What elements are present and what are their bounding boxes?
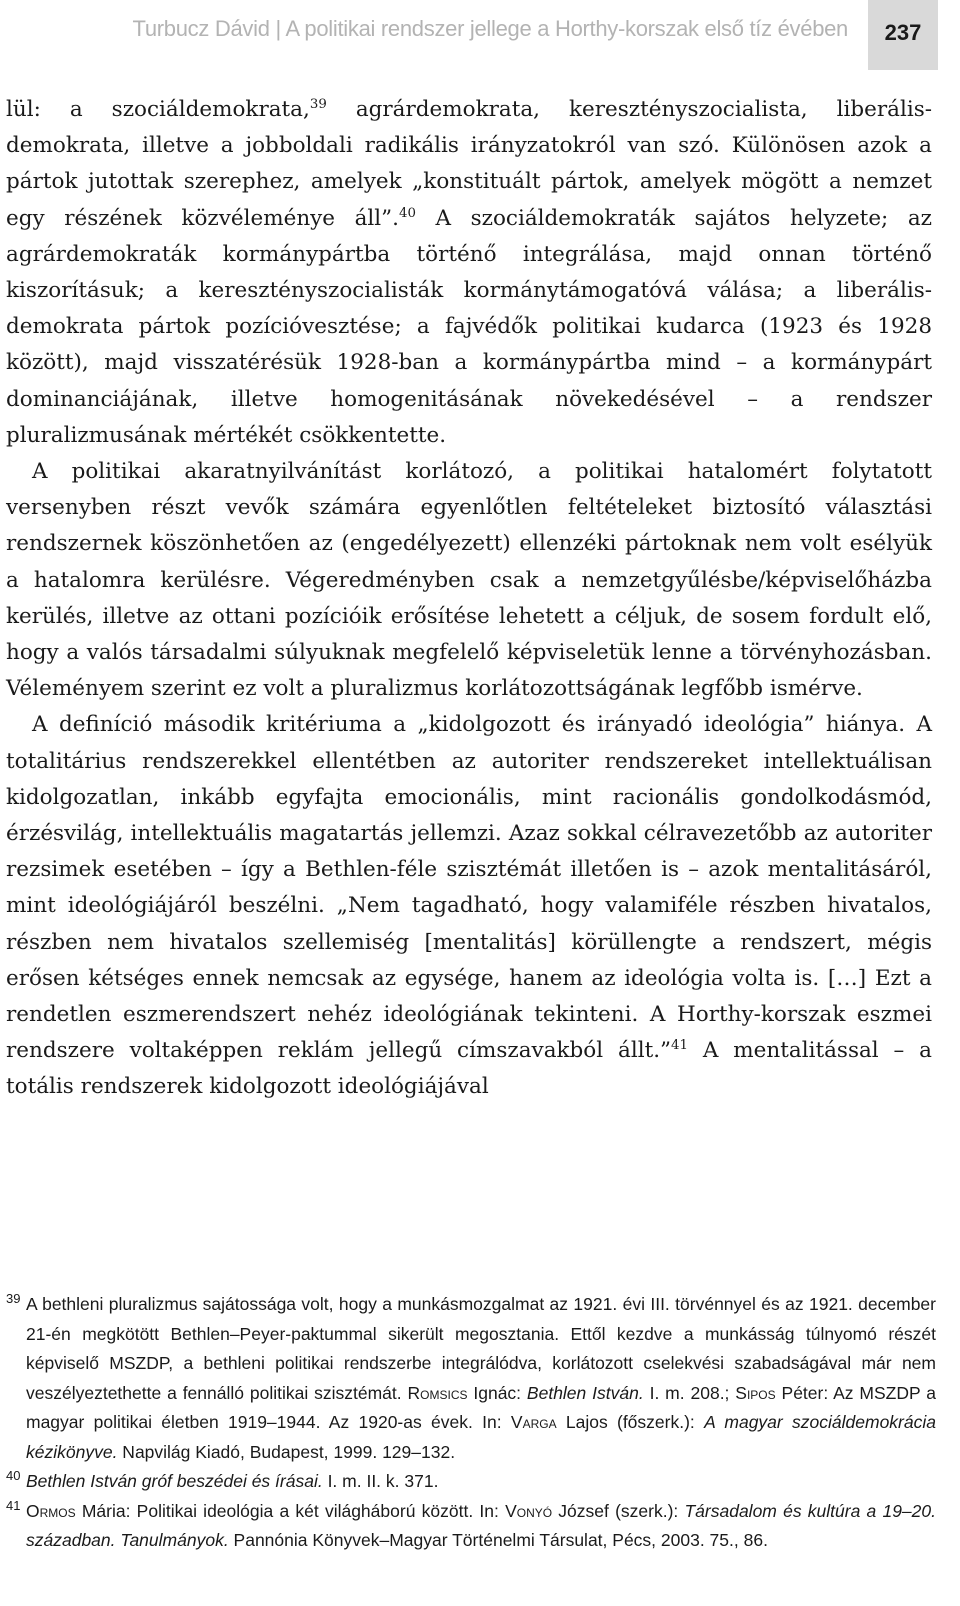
running-title: Turbucz Dávid | A politikai rendszer jellege a Horthy-korszak első tíz évében <box>132 16 848 41</box>
footnote-ref-40: 40 <box>399 205 416 221</box>
text-run: A definíció második kritériuma a „kidolgozott és irányadó ideológia” hiánya. A totalitárius rendszerekkel ellentétben az autoriter rendszereket intellektuálisan kidolgozatlan, inkább egyfajta emocionális, mint racionális gondolkodásmód, érzésvilág, intellektuális magatartás jellemzi. Azaz sokkal célravezetőbb az autoriter rezsimek esetében – így a Bethlen-féle szisztémát illetően is – azok mentalitásáról, mint ideológiájáról beszélni. „Nem tagadható, hogy valamiféle részben hivatalos, részben nem hivatalos szellemiség [mentalitás] körüllengte a rendszert, mégis erősen kétséges ennek nemcsak az egysége, hanem az ideológia volta is. […] Ezt a rendetlen eszmerendszert nehéz ideológiának tekinteni. A Horthy-korszak eszmei rendszere voltaképpen reklám jellegű címszavakból állt.” <box>6 712 932 1064</box>
footnote-41 <box>6 1497 936 1556</box>
footnote-number: 39 <box>6 1291 21 1306</box>
footnotes <box>6 1290 936 1556</box>
text-run: A mentalitással – a totális rendszerek kidolgozott ideológiájával <box>6 1038 932 1100</box>
author-name: Vonyó <box>505 1500 553 1521</box>
text-run: A szociáldemokraták sajátos helyzete; az agrárdemokraták kormánypártba történő integrálása, majd onnan történő kiszorításuk; a keresztényszocialisták kormánytámogatóvá válása; a liberális-demokrata pártok pozícióvesztése; a fajvédők politikai kudarca (1923 és 1928 között), majd visszatérésük 1928-ban a kormánypártba mind – a kormánypárt dominanciájának, illetve homogenitásának növekedésével – a rendszer pluralizmusának mértékét csökkentette. <box>6 205 932 448</box>
page-number-box <box>868 0 938 70</box>
footnote-40 <box>6 1467 936 1497</box>
author-name: Ormos <box>26 1500 76 1521</box>
book-title: Társadalom és kultúra a 19–20. században. Tanulmányok. <box>26 1500 936 1550</box>
text-run: Napvilág Kiadó, Budapest, 1999. 129–132. <box>117 1441 456 1462</box>
footnote-ref-41: 41 <box>671 1038 688 1054</box>
text-run: lül: a szociáldemokrata, <box>6 97 310 122</box>
book-title: Bethlen István gróf beszédei és írásai. <box>26 1471 323 1491</box>
text-run: Ignác: <box>467 1382 527 1403</box>
footnote-ref-39: 39 <box>309 96 327 112</box>
text-run: I. m. 208.; <box>643 1382 736 1403</box>
footnote-number: 41 <box>6 1497 21 1513</box>
author-name: Sipos <box>735 1382 776 1403</box>
author-name: Romsics <box>407 1382 468 1403</box>
footnote-number: 40 <box>6 1468 21 1483</box>
book-title: Bethlen István. <box>526 1382 644 1403</box>
book-title: A magyar szociáldemokrácia kézikönyve. <box>26 1412 936 1462</box>
paragraph-3 <box>6 707 932 1105</box>
text-run: Lajos (főszerk.): <box>556 1412 705 1432</box>
paragraph-2: A politikai akaratnyilvánítást korlátozó, a politikai hatalomért folytatott versenyben részt vevők számára egyenlőtlen feltételeket biztosító választási rendszernek köszönhetően az (engedélyezett) ellenzéki pártoknak nem volt esélyük a hatalomra kerülésre. Végeredményben csak a nemzetgyűlésbe/képviselőházba kerülés, illetve az ottani pozícióik erősítése lehetett a céljuk, de sosem fordult elő, hogy a valós társadalmi súlyuknak megfelelő képviseletük lenne a törvényhozásban. Véleményem szerint ez volt a pluralizmus korlátozottságának legfőbb ismérve. <box>6 459 932 702</box>
text-run: agrárdemokrata, keresztényszocialista, liberális-demokrata, illetve a jobboldali radikális irányzatokról van szó. Különösen azok a pártok jutottak szerephez, amelyek „konstituált pártok, amelyek mögött a nemzet egy részének közvéleménye áll”. <box>6 97 933 231</box>
text-run: Mária: Politikai ideológia a két világháború között. In: <box>75 1500 506 1521</box>
running-header <box>0 0 960 70</box>
author-name: Varga <box>510 1412 557 1432</box>
text-run: József (szerk.): <box>552 1500 685 1521</box>
text-run: I. m. II. k. 371. <box>322 1471 439 1491</box>
text-run: A bethleni pluralizmus sajátossága volt, hogy a munkásmozgalmat az 1921. évi III. törvénnyel és az 1921. december 21-én megkötött Bethlen–Peyer-paktummal sikerült megosztania. Ettől kezdve a munkásság túlnyomó részét képviselő MSZDP, a bethleni politikai rendszerbe integrálódva, korlátozott cselekvési szabadságával már nem veszélyeztethette a fennálló politikai szisztémát. <box>26 1294 936 1403</box>
text-run: Péter: Az MSZDP a magyar politikai életben 1919–1944. Az 1920-as évek. In: <box>26 1382 936 1432</box>
paragraph-1 <box>6 92 932 454</box>
footnote-39 <box>6 1290 936 1467</box>
main-text <box>6 92 932 1106</box>
page-number: 237 <box>884 20 922 45</box>
text-run: Pannónia Könyvek–Magyar Történelmi Társulat, Pécs, 2003. 75., 86. <box>228 1530 768 1550</box>
